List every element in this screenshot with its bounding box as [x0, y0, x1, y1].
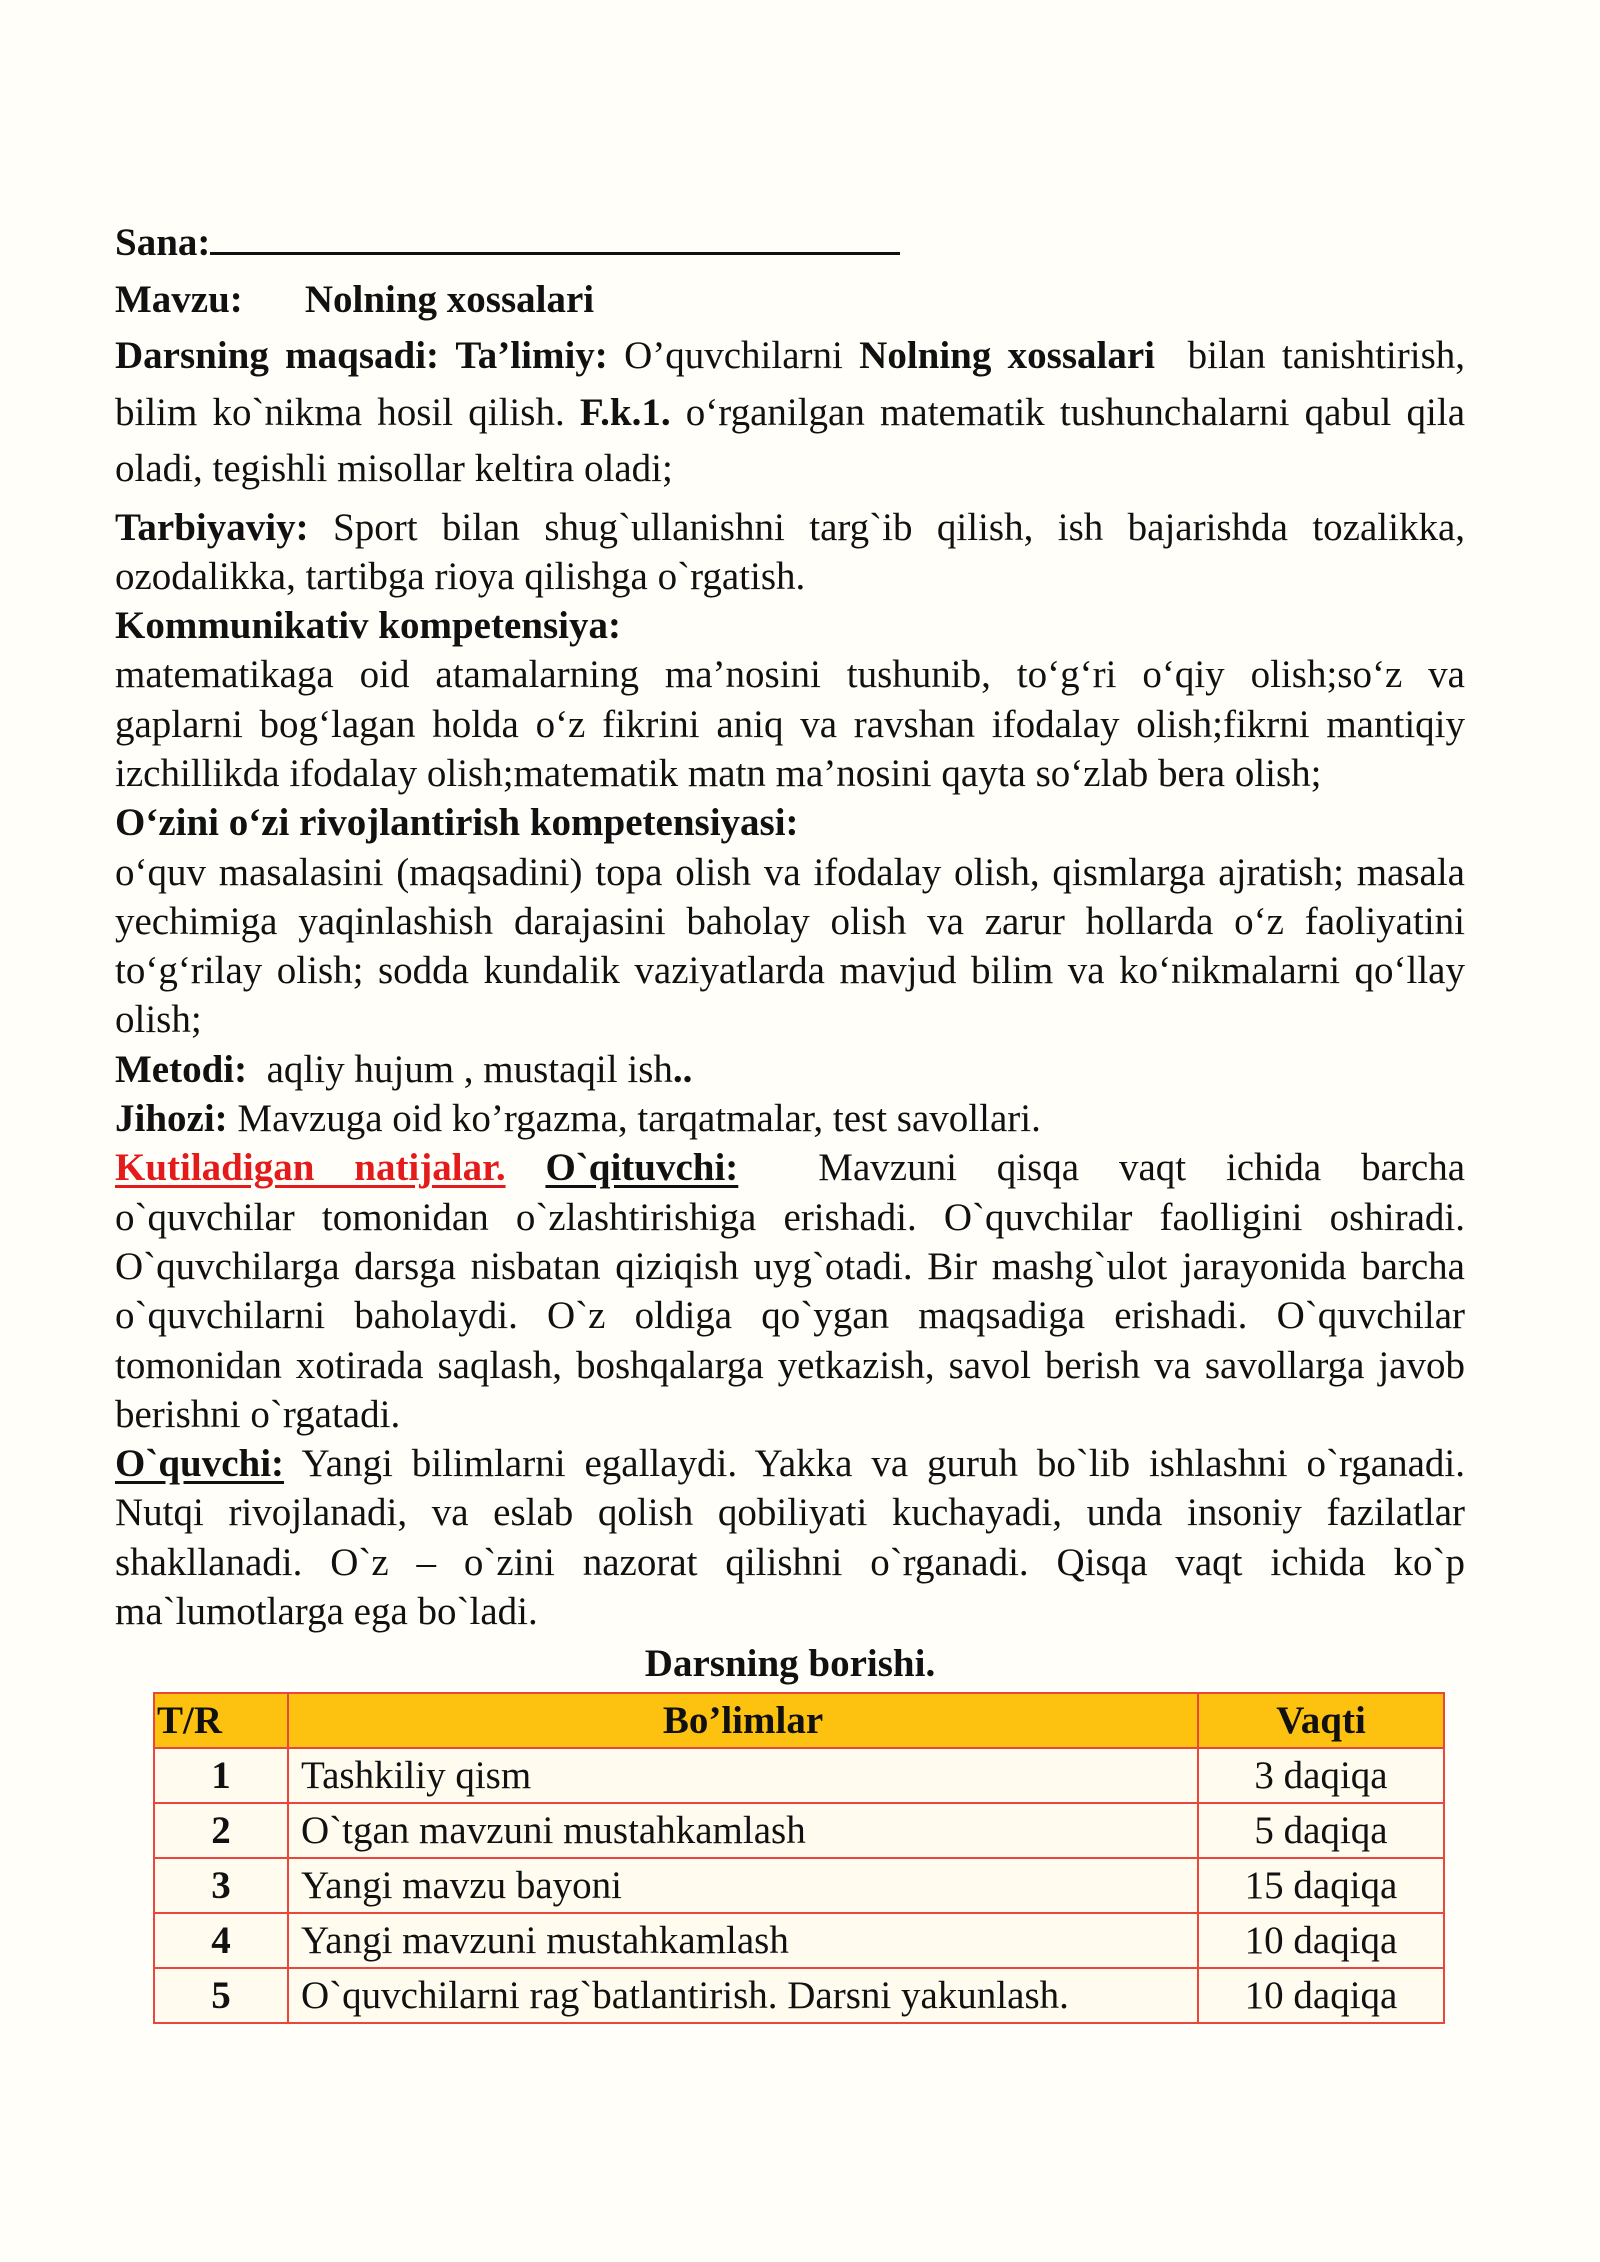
method-paragraph: [115, 1045, 1465, 1094]
topic-label: Mavzu:: [115, 277, 243, 321]
goal-text-2: bilan tanishtirish, bilim ko`nikma hosil qilish.: [115, 334, 1466, 434]
communicative-text: matematikaga oid atamalarning ma’nosini tushunib, to‘g‘ri o‘qiy olish;so‘z va gaplarni bog‘lagan holda o‘z fikrini aniq va ravshan ifodalay olish;fikrni mantiqiy izchillikda ifodalay olish;matematik matn ma’nosini qayta so‘zlab bera olish;: [115, 653, 1465, 795]
educational-label: Ta’limiy:: [455, 334, 608, 377]
row-time: 5 daqiqa: [1198, 1803, 1444, 1858]
student-results-text: Yangi bilimlarni egallaydi. Yakka va guruh bo`lib ishlashni o`rganadi. Nutqi rivojlanadi, va eslab qolish qobiliyati kuchayadi, unda insoniy fazilatlar shakllanadi. O`z – o`zini nazorat qilishni o`rganadi. Qisqa vaqt ichida ko`p ma`lumotlarga ega bo`ladi.: [115, 1442, 1465, 1634]
date-label: Sana:: [115, 221, 211, 264]
col-header-sections: Bo’limlar: [288, 1693, 1198, 1748]
method-label: Metodi:: [115, 1047, 248, 1091]
teacher-results-text: Mavzuni qisqa vaqt ichida barcha o`quvchilar tomonidan o`zlashtirishiga erishadi. O`quvchilar faolligini oshiradi. O`quvchilarga darsga nisbatan qiziqish uyg`otadi. Bir mashg`ulot jarayonida barcha o`quvchilarni baholaydi. O`z oldiga qo`ygan maqsadiga erishadi. O`quvchilar tomonidan xotirada saqlash, boshqalarga yetkazish, savol berish va savollarga javob berishni o`rgatadi.: [115, 1146, 1466, 1436]
table-row: [154, 1803, 1444, 1858]
goal-text-3: o‘rganilgan matematik tushunchalarni qabul qila oladi, tegishli misollar keltira oladi;: [115, 390, 1465, 490]
date-blank-field[interactable]: [210, 216, 900, 255]
row-time: 3 daqiqa: [1198, 1748, 1444, 1803]
row-number: 2: [154, 1803, 288, 1858]
table-header-row: [154, 1693, 1444, 1748]
row-section: O`quvchilarni rag`batlantirish. Darsni yakunlash.: [288, 1968, 1198, 2023]
table-row: [154, 1968, 1444, 2023]
row-time: 10 daqiqa: [1198, 1913, 1444, 1968]
equipment-label: Jihozi:: [115, 1097, 228, 1141]
equipment-text: Mavzuga oid ko’rgazma, tarqatmalar, test savollari.: [237, 1097, 1041, 1141]
date-line: [115, 215, 1465, 272]
topic-line: [115, 272, 1465, 329]
goal-topic: Nolning xossalari: [859, 334, 1156, 377]
lesson-flow-table: [153, 1692, 1445, 2024]
self-development-label: O‘zini o‘zi rivojlantirish kompetensiyasi:: [115, 801, 799, 845]
row-time: 15 daqiqa: [1198, 1858, 1444, 1913]
col-header-number: T/R: [154, 1693, 288, 1748]
upbringing-paragraph: [115, 503, 1465, 602]
row-time: 10 daqiqa: [1198, 1968, 1444, 2023]
lesson-plan-page: [115, 215, 1465, 2024]
goal-label: Darsning maqsadi:: [115, 334, 440, 377]
upbringing-label: Tarbiyaviy:: [115, 505, 309, 549]
teacher-label: O`qituvchi:: [545, 1146, 739, 1190]
table-row: [154, 1858, 1444, 1913]
upbringing-text: Sport bilan shug`ullanishni targ`ib qilish, ish bajarishda tozalikka, ozodalikka, tartibga rioya qilishga o`rgatish.: [115, 505, 1466, 598]
lesson-flow-title: Darsning borishi.: [644, 1642, 936, 1686]
table-row: [154, 1913, 1444, 1968]
equipment-paragraph: [115, 1094, 1465, 1143]
self-development-text: o‘quv masalasini (maqsadini) topa olish va ifodalay olish, qismlarga ajratish; masala yechimiga yaqinlashish darajasini baholay olish va zarur hollarda o‘z faoliyatini to‘g‘rilay olish; sodda kundalik vaziyatlarda mavjud bilim va ko‘nikmalarni qo‘llay olish;: [115, 850, 1465, 1042]
method-text: aqliy hujum , mustaqil ish: [266, 1047, 673, 1091]
row-section: Yangi mavzu bayoni: [288, 1858, 1198, 1913]
row-number: 5: [154, 1968, 288, 2023]
topic-value: Nolning xossalari: [304, 277, 595, 321]
row-number: 1: [154, 1748, 288, 1803]
self-development-heading: [115, 798, 1465, 847]
communicative-label: Kommunikativ kompetensiya:: [115, 604, 621, 648]
row-number: 4: [154, 1913, 288, 1968]
expected-results-label: Kutiladigan natijalar.: [115, 1146, 506, 1190]
col-header-time: Vaqti: [1198, 1693, 1444, 1748]
row-section: Tashkiliy qism: [288, 1748, 1198, 1803]
goal-paragraph: [115, 328, 1465, 498]
student-results-paragraph: [115, 1439, 1465, 1636]
goal-text-1: O’quvchilarni: [624, 334, 843, 377]
method-dots: ..: [672, 1047, 693, 1091]
communicative-heading: [115, 601, 1465, 650]
row-number: 3: [154, 1858, 288, 1913]
fk-label: F.k.1.: [579, 390, 671, 434]
table-row: [154, 1748, 1444, 1803]
teacher-results-paragraph: [115, 1143, 1465, 1439]
row-section: Yangi mavzuni mustahkamlash: [288, 1913, 1198, 1968]
row-section: O`tgan mavzuni mustahkamlash: [288, 1803, 1198, 1858]
student-label: O`quvchi:: [115, 1442, 285, 1486]
